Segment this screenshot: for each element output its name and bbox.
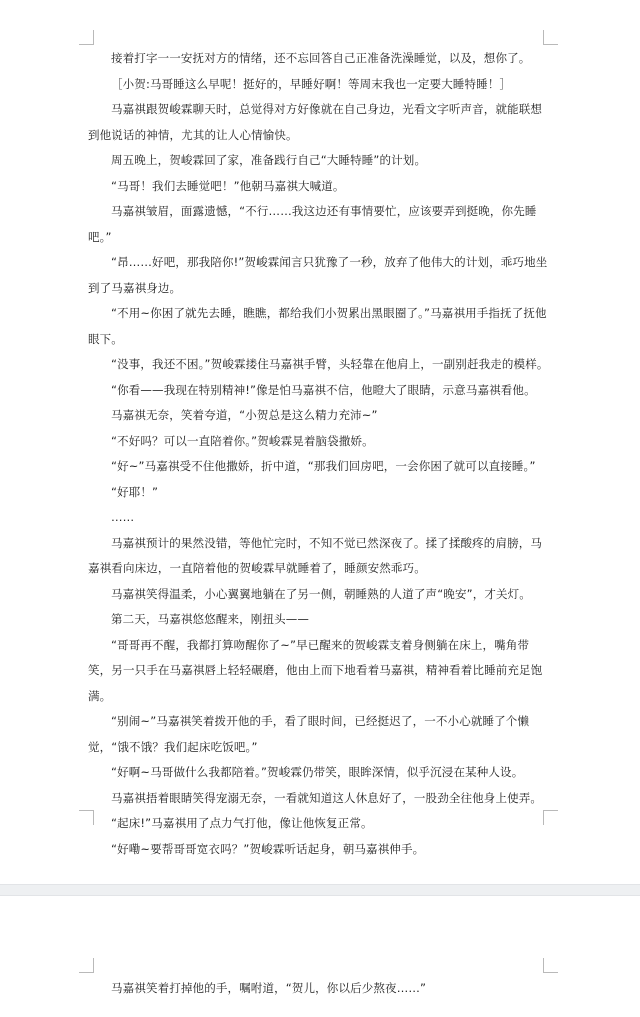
page-corner-mark-top-right [543,958,558,973]
paragraph: 第二天，马嘉祺悠悠醒来，刚扭头—— [111,612,310,626]
paragraph: “好耶！” [111,484,159,499]
paragraph: 马嘉祺捂着眼睛笑得宠溺无奈，一看就知道这人休息好了，一股劲全往他身上使弄。 [111,790,543,805]
page-1-body [88,46,550,862]
paragraph: “哥哥再不醒，我都打算吻醒你了~”早已醒来的贺峻霖支着身侧躺在床上，嘴角带笑，另一只手在马嘉祺唇上轻轻碾磨，他由上而下地看着马嘉祺，精神看着比睡前充足饱满。 [88,637,543,703]
page-separator [0,884,640,896]
paragraph: “不用~你困了就先去睡，瞧瞧，都给我们小贺累出黑眼圈了。”马嘉祺用手指抚了抚他眼下。 [88,306,547,346]
paragraph: “马哥！我们去睡觉吧！”他朝马嘉祺大喊道。 [111,178,345,193]
paragraph: 周五晚上，贺峻霖回了家，准备践行自己“大睡特睡”的计划。 [111,153,427,167]
paragraph: 马嘉祺皱眉，面露遗憾，“不行……我这边还有事情要忙，应该要弄到挺晚，你先睡吧。” [88,204,537,244]
paragraph: “好嘞~要帮哥哥宽衣吗？”贺峻霖听话起身，朝马嘉祺伸手。 [111,841,425,856]
page-corner-mark-top-left [79,30,94,45]
paragraph: ［小贺:马哥睡这么早呢！挺好的，早睡好啊！等周末我也一定要大睡特睡！］ [111,76,512,91]
paragraph: “不好吗？可以一直陪着你。”贺峻霖晃着脑袋撒娇。 [111,433,374,448]
paragraph: 马嘉祺跟贺峻霖聊天时，总觉得对方好像就在自己身边，光看文字听声音，就能联想到他说话的神情，尤其的让人心情愉快。 [88,102,543,142]
paragraph: …… [111,510,135,524]
paragraph: “你看——我现在特别精神!”像是怕马嘉祺不信，他瞪大了眼睛，示意马嘉祺看他。 [111,382,536,397]
paragraph: 接着打字一一安抚对方的情绪，还不忘回答自己正准备洗澡睡觉，以及，想你了。 [111,51,531,65]
paragraph: 马嘉祺笑着打掉他的手，嘱咐道，“贺儿，你以后少熬夜……” [111,981,427,995]
paragraph: “好啊~马哥做什么我都陪着。”贺峻霖仍带笑，眼眸深情，似乎沉浸在某种人设。 [111,765,524,779]
page-corner-mark-top-right [543,30,558,45]
paragraph: “昂……好吧，那我陪你!”贺峻霖闻言只犹豫了一秒，放弃了他伟大的计划，乖巧地坐到了马嘉祺身边。 [88,255,548,295]
paragraph: “好~”马嘉祺受不住他撒娇，折中道，“那我们回房吧，一会你困了就可以直接睡。” [111,459,536,473]
paragraph: 马嘉祺预计的果然没错，等他忙完时，不知不觉已然深夜了。揉了揉酸疼的肩膀，马嘉祺看向床边，一直陪着他的贺峻霖早就睡着了，睡颜安然乖巧。 [88,535,543,575]
document-page-2 [0,896,640,1017]
paragraph: “起床!”马嘉祺用了点力气打他，像让他恢复正常。 [111,816,373,830]
paragraph: 马嘉祺无奈，笑着夸道，“小贺总是这么精力充沛~” [111,408,378,422]
page-2-body [88,976,550,1002]
paragraph: “没事，我还不困。”贺峻霖搂住马嘉祺手臂，头轻靠在他肩上，一副别赶我走的模样。 [111,357,549,371]
page-corner-mark-top-left [79,958,94,973]
paragraph: 马嘉祺笑得温柔，小心翼翼地躺在了另一侧，朝睡熟的人道了声“晚安”，才关灯。 [111,586,531,601]
paragraph: “别闹~”马嘉祺笑着拨开他的手，看了眼时间，已经挺迟了，一不小心就睡了个懒觉，“饿不饿？我们起床吃饭吧。” [88,714,530,754]
